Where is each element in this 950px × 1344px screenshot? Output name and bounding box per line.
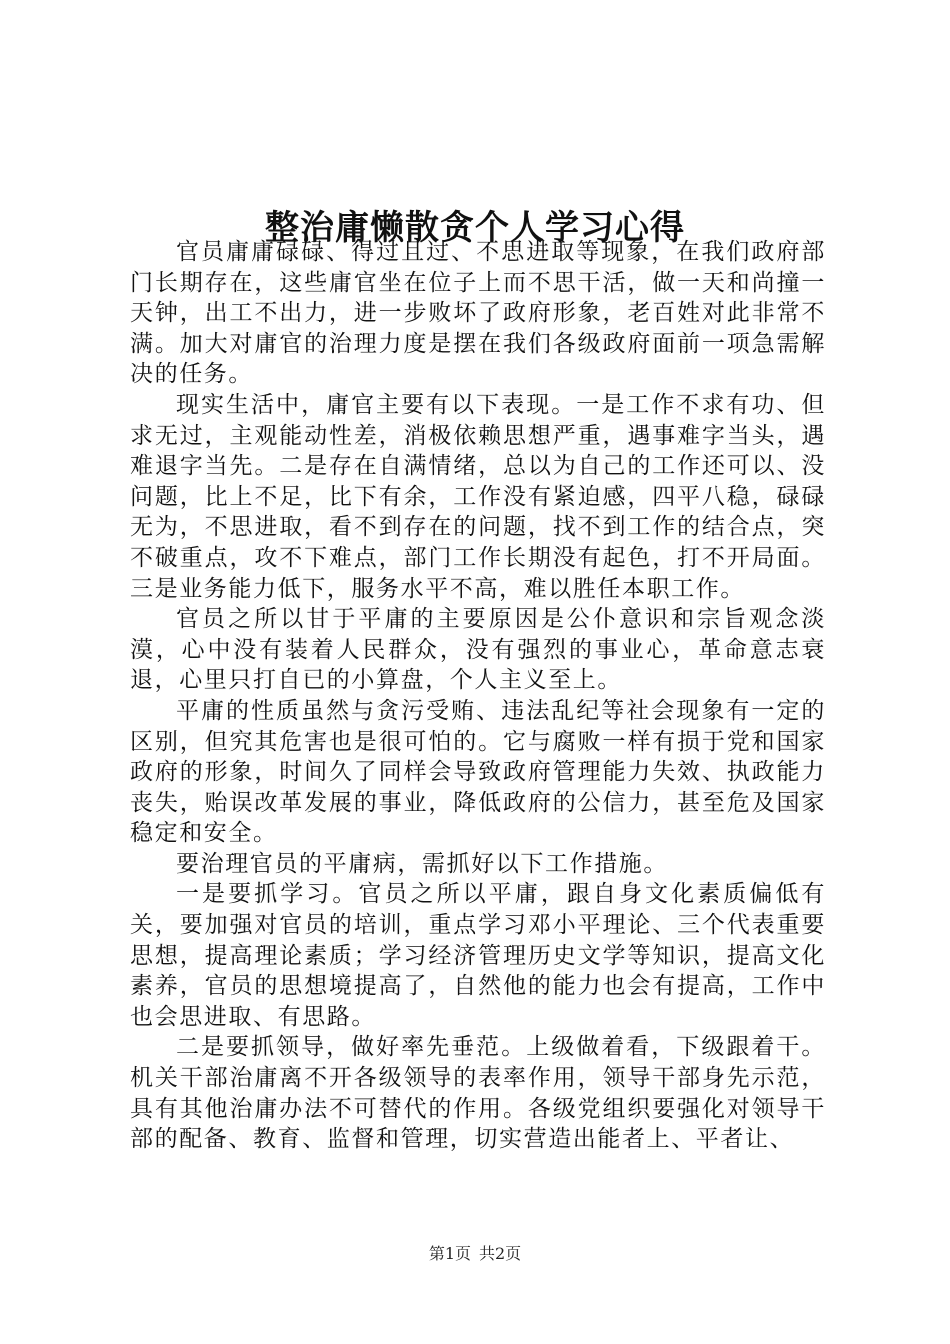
page-total: 共2页 [479,1244,522,1263]
paragraph: 一是要抓学习。官员之所以平庸，跟自身文化素质偏低有关，要加强对官员的培训，重点学习邓小平理论、三个代表重要思想，提高理论素质；学习经济管理历史文学等知识，提高文化素养，官员的思想境提高了，自然他的能力也会有提高，工作中也会思进取、有思路。 [130,881,826,1030]
paragraph: 二是要抓领导，做好率先垂范。上级做着看，下级跟着干。机关干部治庸离不开各级领导的表率作用，领导干部身先示范，具有其他治庸办法不可替代的作用。各级党组织要强化对领导干部的配备、教育、监督和管理，切实营造出能者上、平者让、 [130,1034,826,1153]
paragraph: 官员庸庸碌碌、得过且过、不思进取等现象，在我们政府部门长期存在，这些庸官坐在位子上而不思干活，做一天和尚撞一天钟，出工不出力，进一步败坏了政府形象，老百姓对此非常不满。加大对庸官的治理力度是摆在我们各级政府面前一项急需解决的任务。 [130,239,826,388]
document-body [130,237,826,1155]
page-number: 第1页 [428,1244,471,1263]
paragraph: 平庸的性质虽然与贪污受贿、违法乱纪等社会现象有一定的区别，但究其危害也是很可怕的。它与腐败一样有损于党和国家政府的形象，时间久了同样会导致政府管理能力失效、执政能力丧失，贻误改革发展的事业，降低政府的公信力，甚至危及国家稳定和安全。 [130,697,826,847]
document-title: 整治庸懒散贪个人学习心得 [265,207,685,248]
paragraph: 要治理官员的平庸病，需抓好以下工作措施。 [176,850,668,877]
paragraph: 现实生活中，庸官主要有以下表现。一是工作不求有功、但求无过，主观能动性差，消极依赖思想严重，遇事难字当头，遇难退字当先。二是存在自满情绪，总以为自己的工作还可以、没问题，比上不足，比下有余，工作没有紧迫感，四平八稳，碌碌无为，不思进取，看不到存在的问题，找不到工作的结合点，突不破重点，攻不下难点，部门工作长期没有起色，打不开局面。三是业务能力低下，服务水平不高，难以胜任本职工作。 [130,391,826,602]
paragraph: 官员之所以甘于平庸的主要原因是公仆意识和宗旨观念淡漠，心中没有装着人民群众，没有强烈的事业心，革命意志衰退，心里只打自已的小算盘，个人主义至上。 [130,606,826,694]
page-footer [0,1244,950,1264]
